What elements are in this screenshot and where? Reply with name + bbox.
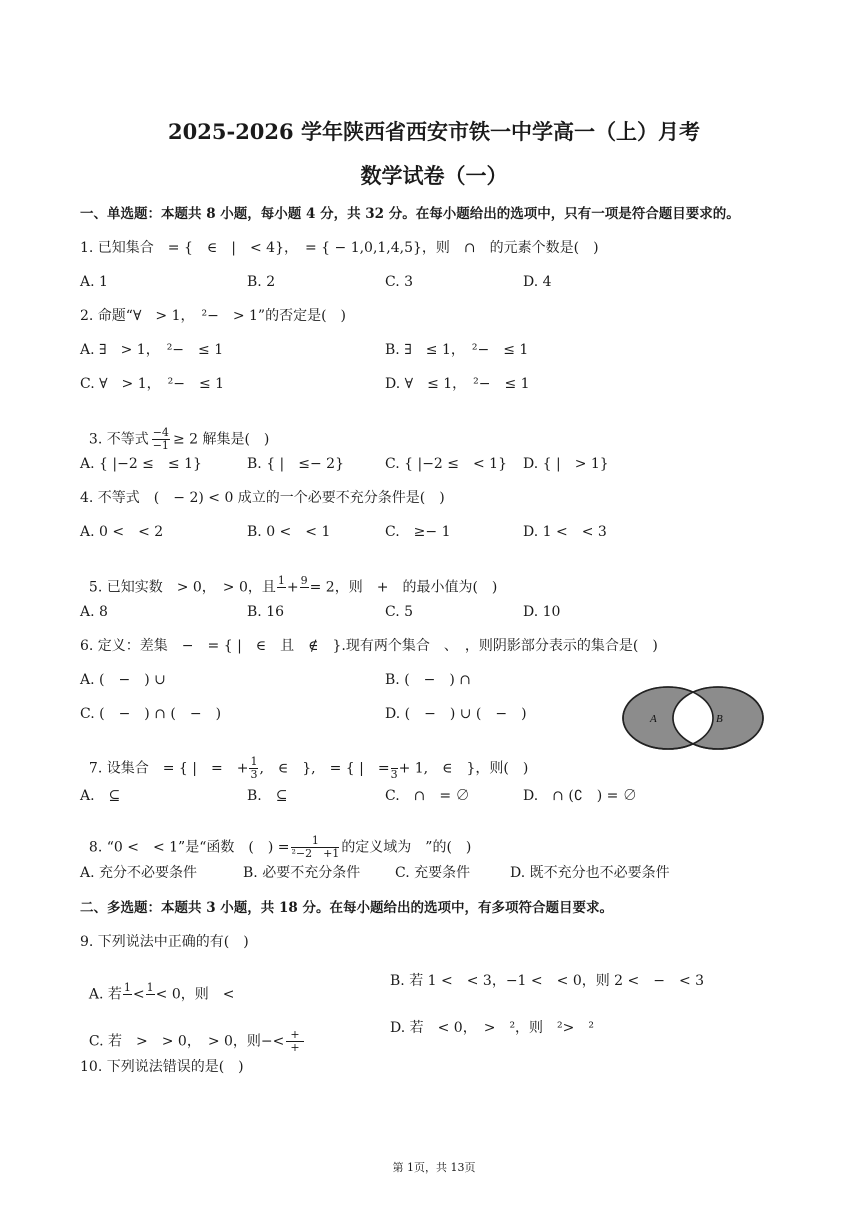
question-10-stem: 10. 下列说法错误的是( ) [80, 1059, 244, 1075]
section-heading-single-choice: 一、单选题：本题共 8 小题，每小题 4 分，共 32 分。在每小题给出的选项中，只有一项是符合题目要求的。 [80, 206, 740, 222]
q9-option-a-fraction-1-numerator: 1 [123, 981, 131, 994]
q6-option-a: A. ( − ) ∪ [80, 672, 166, 688]
question-7-stem [80, 738, 529, 781]
q9-option-c [80, 1011, 306, 1054]
q6-option-d: D. ( − ) ∪ ( − ) [385, 706, 527, 722]
q8-stem-prefix: 8. “0 < < 1”是“函数 ( ) = [88, 839, 290, 856]
q5-fraction-1-numerator: 1 [277, 574, 285, 587]
q9-option-a [80, 964, 235, 1003]
question-9-stem: 9. 下列说法中正确的有( ) [80, 934, 249, 950]
q5-fraction-1 [277, 575, 286, 600]
q2-option-c: C. ∀ > 1， ²− ≤ 1 [80, 376, 225, 392]
q3-stem-prefix: 3. 不等式 [88, 431, 149, 448]
q9-option-c-fraction-numerator: + [286, 1029, 303, 1042]
q9-option-b: B. 若 1 < < 3，−1 < < 0，则 2 < − < 3 [390, 973, 705, 989]
q7-fraction-1-denominator: 3 [250, 768, 258, 781]
q8-option-c: C. 充要条件 [395, 865, 471, 881]
q7-option-b: B. ⊆ [247, 788, 288, 804]
q1-option-a: A. 1 [80, 274, 108, 290]
q9-option-a-fraction-2-numerator: 1 [146, 981, 154, 994]
q7-option-c: C. ∩ = ∅ [385, 788, 470, 804]
q8-stem-suffix: 的定义域为 ”的( ) [341, 839, 472, 856]
q5-option-a: A. 8 [80, 604, 108, 620]
q7-fraction-2 [391, 756, 398, 781]
q9-option-a-middle: < [132, 986, 145, 1003]
q5-stem-suffix: = 2，则 + 的最小值为( ) [309, 579, 498, 596]
q9-option-d: D. 若 < 0， > ²，则 ²> ² [390, 1020, 595, 1036]
q4-option-b: B. 0 < < 1 [247, 524, 331, 540]
q9-option-a-prefix: A. 若 [88, 986, 122, 1003]
q4-option-d: D. 1 < < 3 [523, 524, 607, 540]
q9-option-c-fraction [286, 1029, 303, 1054]
q7-option-a: A. ⊆ [80, 788, 121, 804]
q4-option-a: A. 0 < < 2 [80, 524, 164, 540]
q4-option-c: C. ≥− 1 [385, 524, 451, 540]
q7-option-d: D. ∩ (∁ ) = ∅ [523, 788, 637, 804]
question-2-stem: 2. 命题“∀ > 1， ²− > 1”的否定是( ) [80, 308, 347, 324]
q1-option-c: C. 3 [385, 274, 414, 290]
q8-option-d: D. 既不充分也不必要条件 [510, 865, 670, 881]
q7-stem-middle: , ∈ }, = { | = [259, 760, 390, 777]
question-8-stem [80, 817, 472, 860]
q9-option-c-prefix: C. 若 > > 0， > 0，则−< [88, 1033, 285, 1050]
question-3-stem [80, 409, 270, 452]
q7-fraction-1-numerator: 1 [250, 755, 258, 768]
venn-label-a: A [650, 713, 657, 725]
q3-option-a: A. { |−2 ≤ ≤ 1} [80, 456, 202, 472]
q2-option-a: A. ∃ > 1， ²− ≤ 1 [80, 342, 224, 358]
question-6-stem: 6. 定义：差集 − = { | ∈ 且 ∉ }.现有两个集合 、 ，则阴影部分表示的集合是( ) [80, 638, 658, 654]
q8-fraction-denominator: ²−2 +1 [291, 847, 340, 860]
q3-stem-suffix: ≥ 2 解集是( ) [172, 431, 270, 448]
q6-option-c: C. ( − ) ∩ ( − ) [80, 706, 222, 722]
q2-option-d: D. ∀ ≤ 1， ²− ≤ 1 [385, 376, 530, 392]
section-heading-multiple-choice: 二、多选题：本题共 3 小题，共 18 分。在每小题给出的选项中，有多项符合题目要求。 [80, 900, 613, 916]
q7-stem-prefix: 7. 设集合 = { | = + [88, 760, 249, 777]
q3-fraction-denominator: −1 [152, 439, 169, 452]
q5-option-b: B. 16 [247, 604, 285, 620]
q3-fraction [152, 427, 170, 452]
q5-option-c: C. 5 [385, 604, 414, 620]
question-5-stem: 5. 已知实数 > 0， > 0，且 1 + 9 = 2，则 + 的最小值为( ) [80, 557, 497, 589]
q5-stem-prefix: 5. 已知实数 > 0， > 0，且 [88, 579, 276, 596]
q3-option-c: C. { |−2 ≤ < 1} [385, 456, 508, 472]
q3-option-d: D. { | > 1} [523, 456, 609, 472]
q9-option-a-fraction-2 [146, 982, 155, 1007]
q9-option-c-fraction-denominator: + [290, 1041, 300, 1054]
question-1-stem: 1. 已知集合 = { ∈ | < 4}， = { − 1,0,1,4,5}，则 ∩ 的元素个数是( ) [80, 240, 599, 256]
q7-fraction-1 [249, 756, 258, 781]
q8-fraction-numerator: 1 [291, 835, 339, 848]
q6-option-b: B. ( − ) ∩ [385, 672, 472, 688]
q3-fraction-numerator: −4 [152, 426, 169, 439]
venn-diagram [620, 684, 766, 752]
q5-fraction-2 [300, 575, 309, 600]
q7-stem-suffix: + 1, ∈ }，则( ) [398, 760, 529, 777]
q9-option-a-suffix: < 0，则 < [155, 986, 235, 1003]
q8-option-a: A. 充分不必要条件 [80, 865, 198, 881]
exam-title: 2025-2026 学年陕西省西安市铁一中学高一（上）月考 [168, 119, 700, 144]
q2-option-b: B. ∃ ≤ 1， ²− ≤ 1 [385, 342, 529, 358]
venn-label-b: B [716, 713, 723, 725]
page-footer: 第 1页，共 13页 [392, 1161, 476, 1174]
q5-fraction-2-numerator: 9 [300, 574, 308, 587]
q7-fraction-2-denominator: 3 [390, 768, 398, 781]
q8-fraction [291, 835, 339, 860]
q8-option-b: B. 必要不充分条件 [243, 865, 361, 881]
question-4-stem: 4. 不等式 ( − 2) < 0 成立的一个必要不充分条件是( ) [80, 490, 445, 506]
q9-option-a-fraction-1 [123, 982, 132, 1007]
q1-option-b: B. 2 [247, 274, 276, 290]
exam-subtitle: 数学试卷（一） [360, 163, 508, 188]
q1-option-d: D. 4 [523, 274, 552, 290]
q3-option-b: B. { | ≤− 2} [247, 456, 344, 472]
q5-option-d: D. 10 [523, 604, 561, 620]
